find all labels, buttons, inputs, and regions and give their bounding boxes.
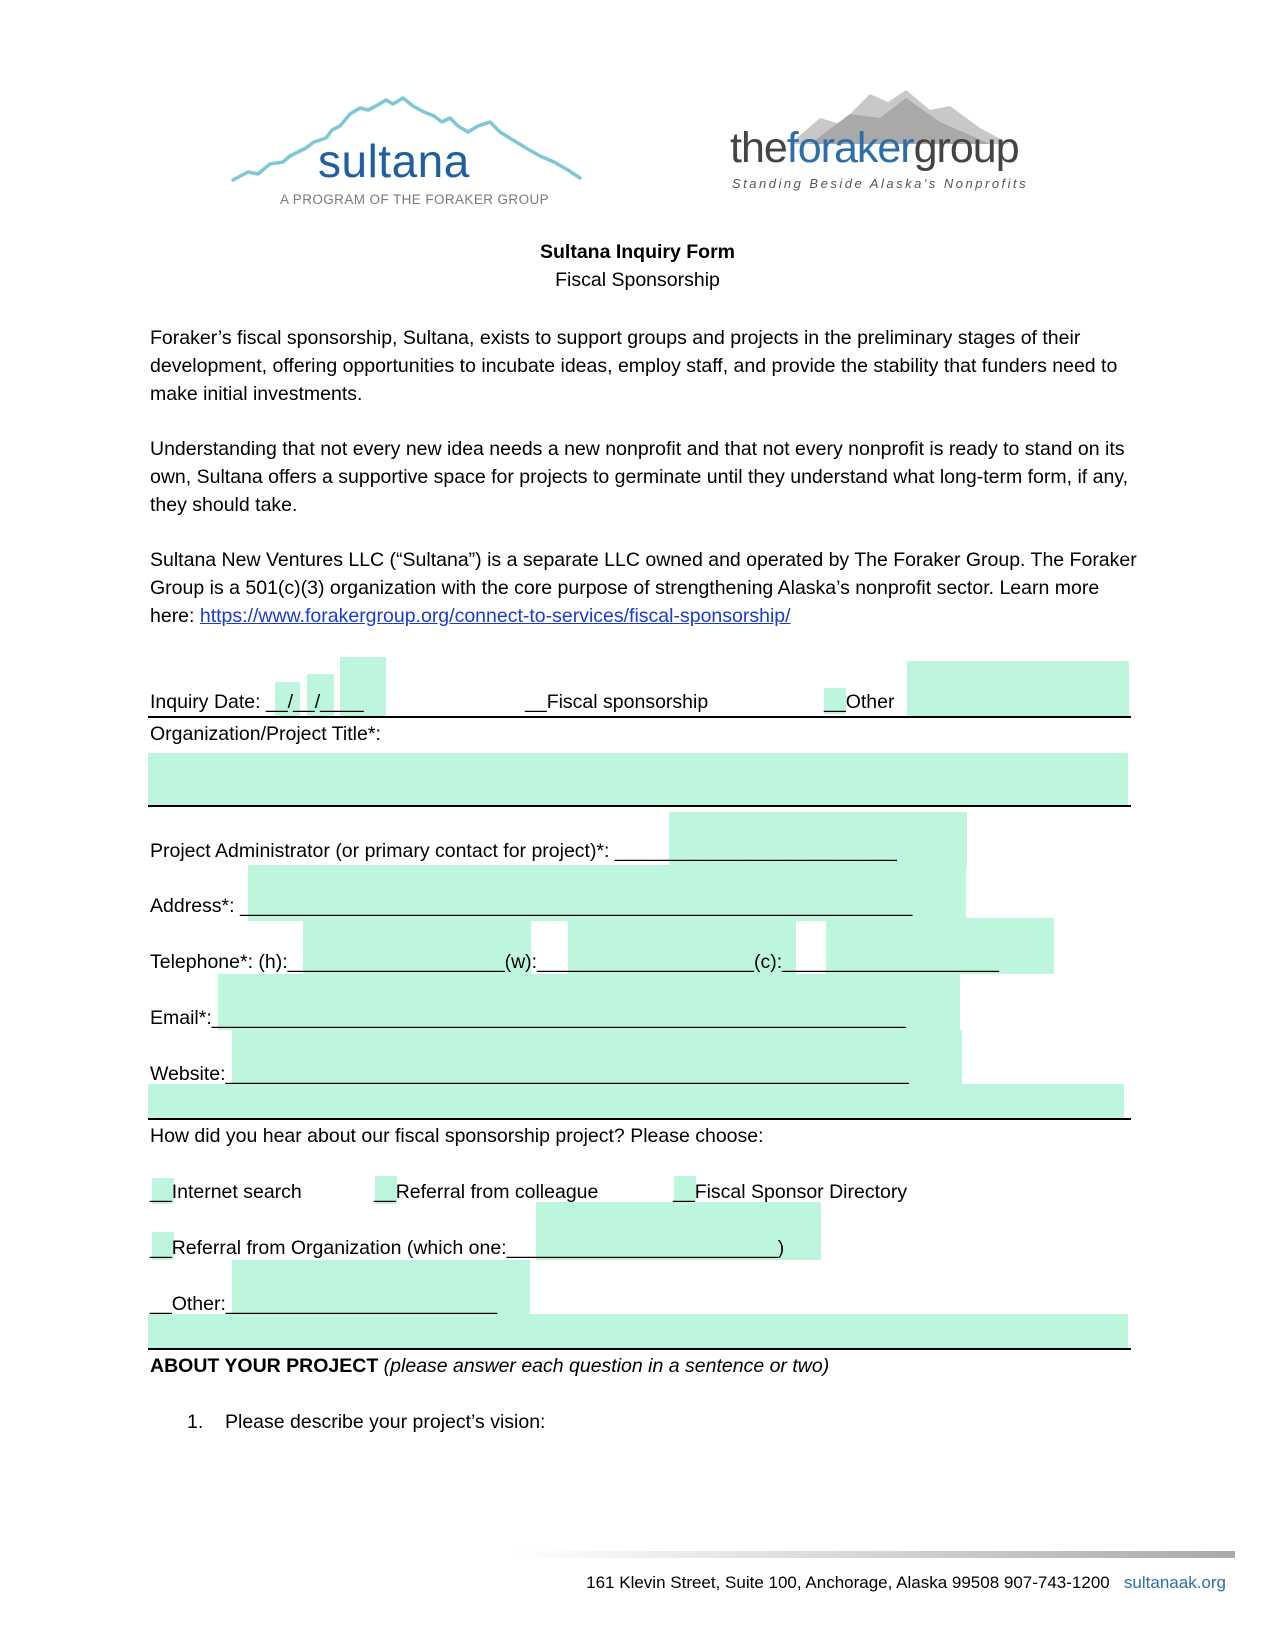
question-1-number: 1. xyxy=(187,1411,204,1433)
foraker-wordmark-the: the xyxy=(730,124,787,172)
foraker-logo xyxy=(730,88,1070,198)
fiscal-sponsorship-option: __Fiscal sponsorship xyxy=(525,691,709,713)
footer-site-link[interactable]: sultanaak.org xyxy=(1123,1573,1226,1592)
divider-line xyxy=(148,805,1131,807)
email-label: Email*:________________________________________________________________ xyxy=(150,1007,906,1029)
fiscal-directory-option: __Fiscal Sponsor Directory xyxy=(673,1181,908,1203)
intro-paragraph-2: Understanding that not every new idea needs a new nonprofit and that not every nonprofit is ready to stand on its own, Sultana offers a supportive space for projects to germinate until they understand what long-term form, if any, they should take. xyxy=(150,438,1129,516)
footer-gradient-bar xyxy=(515,1551,1235,1558)
referral-other-option: __Other:_________________________ xyxy=(150,1293,498,1315)
admin-label: Project Administrator (or primary contact for project)*: __________________________ xyxy=(150,840,897,862)
about-heading xyxy=(150,1354,829,1378)
org-title-field[interactable] xyxy=(148,753,1128,805)
website-label: Website:_______________________________________________________________ xyxy=(150,1063,909,1085)
footer xyxy=(0,1572,1226,1594)
other-text-field[interactable] xyxy=(907,661,1129,716)
foraker-wordmark-group: group xyxy=(913,124,1019,172)
referral-question: How did you hear about our fiscal sponsorship project? Please choose: xyxy=(150,1125,764,1147)
form-title: Sultana Inquiry Form xyxy=(539,241,736,263)
fiscal-sponsorship-link[interactable]: https://www.forakergroup.org/connect-to-services/fiscal-sponsorship/ xyxy=(199,605,791,627)
about-heading-title: ABOUT YOUR PROJECT xyxy=(150,1355,379,1377)
intro-paragraph-3 xyxy=(150,546,1140,630)
referral-organization-option: __Referral from Organization (which one:_________________________) xyxy=(150,1237,785,1259)
intro-paragraph-1: Foraker’s fiscal sponsorship, Sultana, exists to support groups and projects in the preliminary stages of their development, offering opportunities to incubate ideas, employ staff, and provide the stability that funders need to make initial investments. xyxy=(150,327,1118,405)
foraker-wordmark xyxy=(730,124,1019,173)
website-extra-field[interactable] xyxy=(148,1084,1124,1118)
divider-line xyxy=(148,1118,1131,1120)
footer-address: 161 Klevin Street, Suite 100, Anchorage, Alaska 99508 907-743-1200 xyxy=(586,1573,1110,1592)
inquiry-date-label: Inquiry Date: __/__/____ xyxy=(150,691,364,713)
intro-p3-text: Sultana New Ventures LLC (“Sultana”) is a separate LLC owned and operated by The Foraker Group. The Foraker Group is a 501(c)(3) organization with the core purpose of strengthening Alaska’s nonprofit sector. Learn more here: xyxy=(150,549,1137,627)
other-option-label: __Other xyxy=(824,691,895,713)
org-title-label: Organization/Project Title*: xyxy=(150,723,381,745)
referral-extra-field[interactable] xyxy=(148,1314,1128,1348)
divider-line xyxy=(148,716,1131,718)
question-1-text: Please describe your project’s vision: xyxy=(225,1411,546,1433)
divider-line xyxy=(148,1348,1131,1350)
foraker-tagline: Standing Beside Alaska's Nonprofits xyxy=(732,176,1029,191)
form-subtitle: Fiscal Sponsorship xyxy=(555,269,720,291)
sultana-wordmark: sultana xyxy=(318,135,470,187)
sultana-logo xyxy=(228,92,588,212)
internet-search-option: __Internet search xyxy=(150,1181,302,1203)
about-heading-note: (please answer each question in a sentence or two) xyxy=(383,1355,830,1377)
telephone-label: Telephone*: (h):____________________(w):____________________(c):____________________ xyxy=(150,951,1000,973)
address-label: Address*: ______________________________________________________________ xyxy=(150,895,913,917)
referral-colleague-option: __Referral from colleague xyxy=(374,1181,599,1203)
sultana-subtitle: A PROGRAM OF THE FORAKER GROUP xyxy=(280,192,550,207)
foraker-wordmark-foraker: foraker xyxy=(786,124,914,172)
